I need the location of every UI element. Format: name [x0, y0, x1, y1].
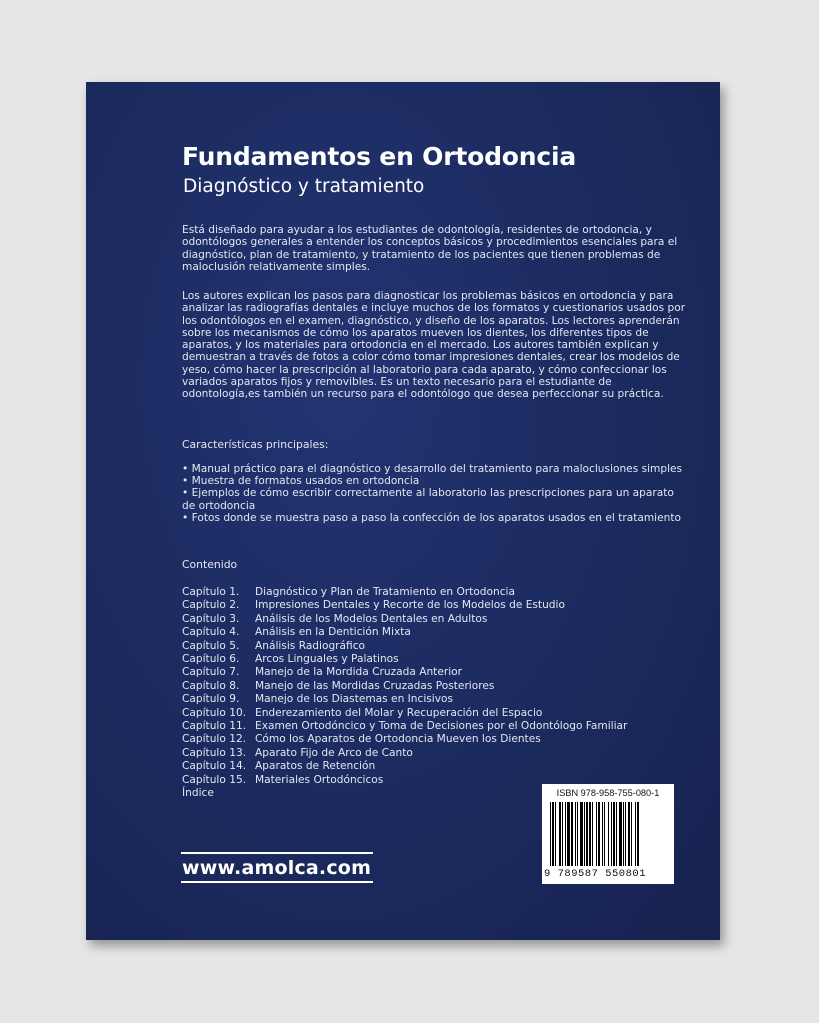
barcode-bar — [616, 802, 617, 866]
chapter-row — [182, 653, 662, 666]
isbn-text: ISBN 978-958-755-080-1 — [556, 788, 660, 798]
chapter-row — [182, 666, 662, 679]
chapter-label: Capítulo 11. — [182, 720, 247, 733]
barcode-bar — [623, 802, 624, 866]
barcode-bar — [625, 802, 626, 866]
barcode-bar — [550, 802, 551, 866]
feature-item: • Muestra de formatos usados en ortodoncia — [182, 475, 420, 488]
barcode-bar — [611, 802, 612, 866]
chapter-label: Capítulo 1. — [182, 586, 240, 598]
barcode-bar — [580, 802, 583, 866]
features-list — [182, 463, 687, 524]
chapter-name: Examen Ortodóncico y Toma de Decisiones por el Odontólogo Familiar — [255, 720, 628, 733]
chapter-label: Capítulo 13. — [182, 746, 247, 759]
chapter-label: Capítulo 3. — [182, 612, 240, 625]
isbn-barcode — [542, 784, 674, 884]
chapter-label: Capítulo 10. — [182, 706, 247, 719]
publisher-website: www.amolca.com — [181, 852, 373, 883]
feature-item: • Fotos donde se muestra paso a paso la confección de los aparatos usados en el tratamiento — [182, 511, 681, 524]
barcode-bar — [619, 802, 622, 866]
chapter-row — [182, 613, 662, 626]
chapter-row — [182, 733, 662, 746]
chapter-name: Análisis Radiográfico — [255, 639, 366, 652]
features-heading: Características principales: — [182, 438, 329, 451]
barcode-bar — [598, 802, 600, 866]
description-paragraph-1: Está diseñado para ayudar a los estudiantes de odontología, residentes de ortodoncia, y odontólogos generales a entender los conceptos básicos y procedimientos esenciales para el diagnóstico, plan de tratamiento, y tratamiento de los pacientes que tienen problemas de maloclusión relativamente simples. — [182, 224, 678, 273]
table-of-contents — [182, 586, 662, 801]
barcode-bar — [592, 802, 593, 866]
barcode-bar — [565, 802, 566, 866]
chapter-name: Enderezamiento del Molar y Recuperación del Espacio — [255, 706, 543, 719]
book-title: Fundamentos en Ortodoncia — [182, 142, 576, 171]
chapter-label: Capítulo 6. — [182, 653, 240, 666]
chapter-name: Manejo de las Mordidas Cruzadas Posteriores — [255, 679, 495, 692]
barcode-bar — [602, 802, 603, 866]
chapter-row — [182, 586, 662, 599]
barcode-bar — [596, 802, 597, 866]
barcode-bar — [575, 802, 576, 866]
barcode-bar — [567, 802, 570, 866]
barcode-bar — [628, 802, 630, 866]
barcode-bar — [613, 802, 615, 866]
book-subtitle: Diagnóstico y tratamiento — [183, 176, 425, 197]
chapter-label: Capítulo 8. — [182, 679, 240, 692]
chapter-name: Análisis de los Modelos Dentales en Adultos — [255, 612, 488, 625]
feature-item: • Ejemplos de cómo escribir correctamente al laboratorio las prescripciones para un aparato de ortodoncia — [182, 487, 674, 512]
barcode-bar — [552, 802, 554, 866]
chapter-name: Diagnóstico y Plan de Tratamiento en Ortodoncia — [255, 586, 515, 598]
feature-item: • Manual práctico para el diagnóstico y desarrollo del tratamiento para maloclusiones simples — [182, 463, 683, 475]
contents-heading: Contenido — [182, 558, 238, 571]
barcode-bar — [584, 802, 585, 866]
back-cover — [86, 82, 720, 940]
chapter-name: Cómo los Aparatos de Ortodoncia Mueven los Dientes — [255, 733, 541, 746]
chapter-label: Capítulo 5. — [182, 639, 240, 652]
barcode-bar — [637, 802, 639, 866]
chapter-name: Materiales Ortodóncicos — [255, 773, 384, 786]
chapter-name: Impresiones Dentales y Recorte de los Modelos de Estudio — [255, 599, 565, 612]
chapter-label: Capítulo 9. — [182, 693, 240, 706]
chapter-name: Análisis en la Dentición Mixta — [255, 626, 411, 639]
chapter-row — [182, 599, 662, 612]
chapter-label: Capítulo 7. — [182, 666, 240, 679]
chapter-row — [182, 747, 662, 760]
barcode-bar — [635, 802, 636, 866]
chapter-label: Capítulo 4. — [182, 626, 240, 639]
chapter-label: Capítulo 14. — [182, 760, 247, 773]
chapter-label: Capítulo 15. — [182, 773, 247, 786]
chapter-name: Aparato Fijo de Arco de Canto — [255, 746, 413, 759]
barcode-bar — [571, 802, 573, 866]
chapter-row — [182, 707, 662, 720]
barcode-bar — [604, 802, 605, 866]
chapter-row — [182, 720, 662, 733]
chapter-row — [182, 680, 662, 693]
barcode-bar — [589, 802, 591, 866]
chapter-name: Aparatos de Retención — [255, 760, 376, 773]
chapter-row — [182, 693, 662, 706]
index-label: Índice — [182, 787, 214, 800]
chapter-label: Capítulo 12. — [182, 733, 247, 746]
chapter-name: Manejo de la Mordida Cruzada Anterior — [255, 666, 462, 679]
barcode-bar — [586, 802, 588, 866]
ean-number: 9 789587 550801 — [544, 868, 647, 880]
barcode-bar — [562, 802, 563, 866]
barcode-icon — [550, 802, 666, 866]
chapter-label: Capítulo 2. — [182, 599, 240, 612]
description-paragraph-2: Los autores explican los pasos para diagnosticar los problemas básicos en ortodoncia y para analizar las radiografías dentales e incluye muchos de los formatos y cuestionarios usados por los odontólogos en el examen, diagnóstico, y diseño de los aparatos. Los lectores aprenderán sobre los mecanismos de cómo los aparatos mueven los dientes, los diferentes tipos de aparatos, y los materiales para ortodoncia en el mercado. Los autores también explican y demuestran a través de fotos a color cómo tomar impresiones dentales, crear los modelos de yeso, cómo hacer la prescripción al laboratorio para cada aparato, y cómo confeccionar los variados aparatos fijos y removibles. Es un texto necesario para el estudiante de odontología,es también un recurso para el odontólogo que desea perfeccionar su práctica. — [182, 290, 686, 401]
chapter-row — [182, 760, 662, 773]
barcode-bar — [577, 802, 578, 866]
chapter-name: Arcos Linguales y Palatinos — [255, 653, 399, 666]
chapter-name: Manejo de los Diastemas en Incisivos — [255, 693, 453, 706]
barcode-bar — [559, 802, 561, 866]
barcode-bar — [608, 802, 609, 866]
barcode-bar — [555, 802, 556, 866]
chapter-row — [182, 626, 662, 639]
barcode-bar — [631, 802, 632, 866]
chapter-row — [182, 640, 662, 653]
